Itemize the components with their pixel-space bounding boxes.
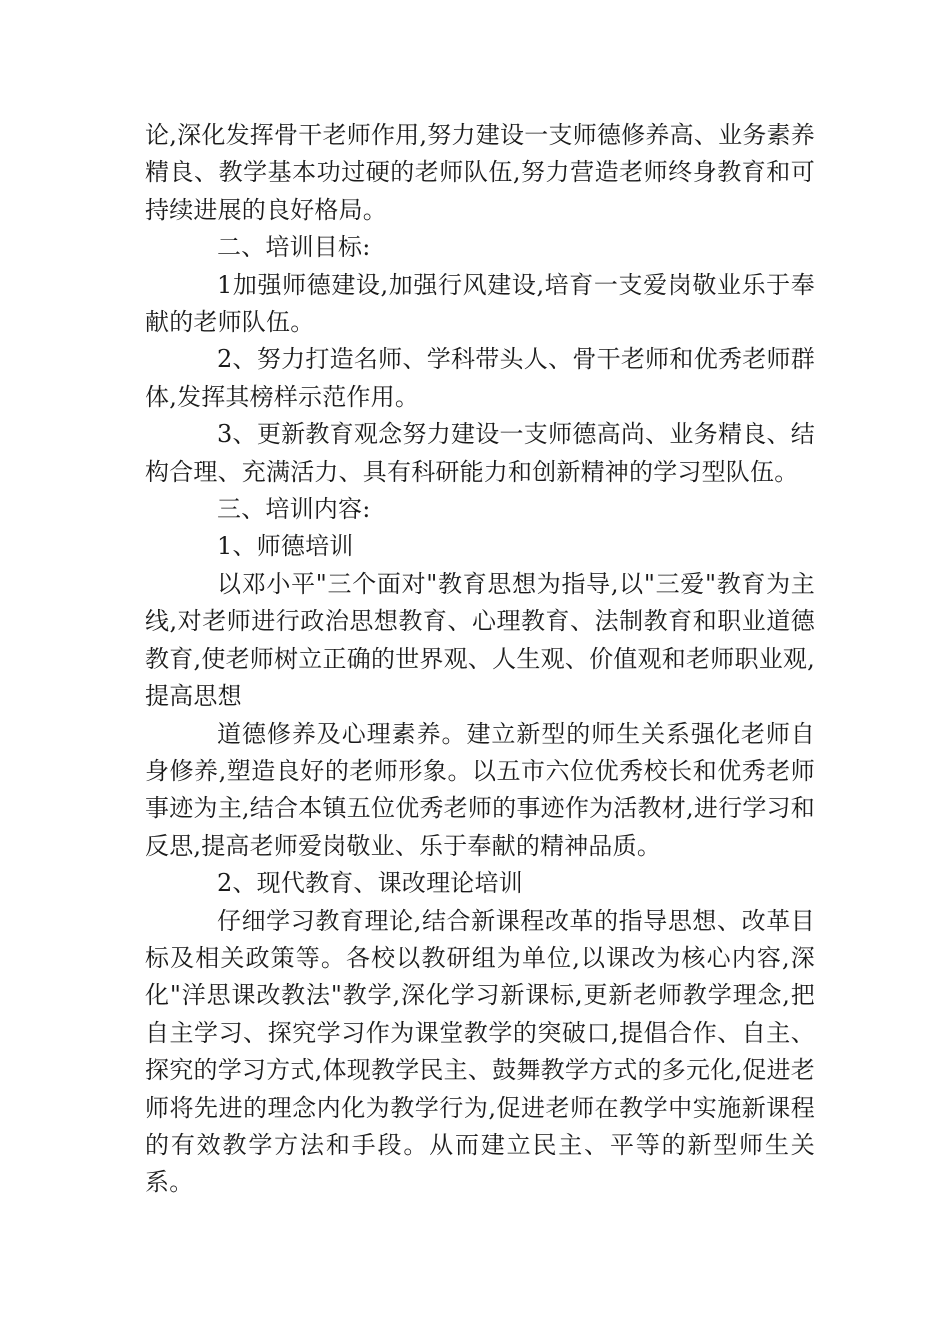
goal-item-3: 3、更新教育观念努力建设一支师德高尚、业务精良、结构合理、充满活力、具有科研能力和创新精神的学习型队伍。 [145, 420, 815, 486]
section-heading-training-content: 三、培训内容: [217, 495, 371, 524]
document-body [145, 117, 815, 1202]
goal-item-2: 2、努力打造名师、学科带头人、骨干老师和优秀老师群体,发挥其榜样示范作用。 [145, 345, 815, 411]
goal-item-1: 1加强师德建设,加强行风建设,培育一支爱岗敬业乐于奉献的老师队伍。 [145, 270, 815, 337]
paragraph-ethics-1: 以邓小平"三个面对"教育思想为指导,以"三爱"教育为主线,对老师进行政治思想教育、心理教育、法制教育和职业道德教育,使老师树立正确的世界观、人生观、价值观和老师职业观,提高思想 [145, 569, 815, 711]
section-heading-training-goals: 二、培训目标: [217, 233, 371, 262]
subheading-ethics-training: 1、师德培训 [217, 532, 354, 561]
subheading-modern-education: 2、现代教育、课改理论培训 [217, 869, 523, 898]
paragraph-ethics-2: 道德修养及心理素养。建立新型的师生关系强化老师自身修养,塑造良好的老师形象。以五市六位优秀校长和优秀老师事迹为主,结合本镇五位优秀老师的事迹作为活教材,进行学习和反思,提高老师爱岗敬业、乐于奉献的精神品质。 [145, 719, 815, 860]
paragraph-intro-continuation: 论,深化发挥骨干老师作用,努力建设一支师德修养高、业务素养精良、教学基本功过硬的老师队伍,努力营造老师终身教育和可持续进展的良好格局。 [145, 121, 815, 224]
paragraph-modern-education: 仔细学习教育理论,结合新课程改革的指导思想、改革目标及相关政策等。各校以教研组为单位,以课改为核心内容,深化"洋思课改教法"教学,深化学习新课标,更新老师教学理念,把自主学习、探究学习作为课堂教学的突破口,提倡合作、自主、探究的学习方式,体现教学民主、鼓舞教学方式的多元化,促进老师将先进的理念内化为教学行为,促进老师在教学中实施新课程的有效教学方法和手段。从而建立民主、平等的新型师生关系。 [145, 906, 815, 1197]
